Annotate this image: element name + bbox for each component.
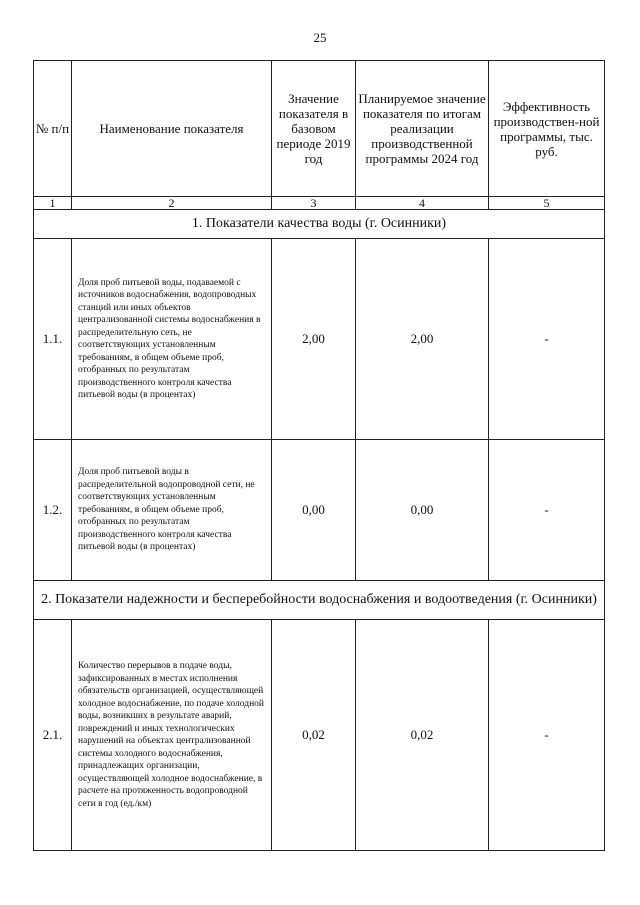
row-efficiency: - [489, 239, 605, 440]
header-efficiency: Эффективность производствен-ной программы, тыс. руб. [489, 61, 605, 197]
indicators-table [33, 60, 605, 851]
column-number: 2 [72, 197, 272, 210]
column-number: 1 [34, 197, 72, 210]
row-base-value: 0,02 [272, 620, 356, 851]
row-index: 1.2. [34, 440, 72, 581]
row-planned-value: 0,00 [356, 440, 489, 581]
row-base-value: 2,00 [272, 239, 356, 440]
row-planned-value: 0,02 [356, 620, 489, 851]
header-number: № п/п [34, 61, 72, 197]
row-efficiency: - [489, 440, 605, 581]
table-row [34, 620, 605, 851]
row-index: 2.1. [34, 620, 72, 851]
row-planned-value: 2,00 [356, 239, 489, 440]
column-number: 3 [272, 197, 356, 210]
section-row [34, 581, 605, 620]
row-indicator-name: Доля проб питьевой воды, подаваемой с источников водоснабжения, водопроводных станций или иных объектов централизованной системы водоснабжения в распределительную сеть, не соответствующих установленным требованиям, в общем объеме проб, отобранных по результатам производственного контроля качества питьевой воды (в процентах) [72, 239, 272, 440]
row-efficiency: - [489, 620, 605, 851]
table-row [34, 440, 605, 581]
row-indicator-name: Количество перерывов в подаче воды, зафиксированных в местах исполнения обязательств организацией, осуществляющей холодное водоснабжение, по подаче холодной воды, возникших в результате аварий, повреждений и иных технологических нарушений на объектах централизованной системы холодного водоснабжения, принадлежащих организации, осуществляющей холодное водоснабжение, в расчете на протяженность водопроводной сети в год (ед./км) [72, 620, 272, 851]
row-base-value: 0,00 [272, 440, 356, 581]
header-row [34, 61, 605, 197]
column-number: 4 [356, 197, 489, 210]
section-row [34, 210, 605, 239]
header-planned-value: Планируемое значение показателя по итогам реализации производственной программы 2024 год [356, 61, 489, 197]
section-title: 2. Показатели надежности и бесперебойности водоснабжения и водоотведения (г. Осинники) [34, 581, 605, 620]
header-indicator-name: Наименование показателя [72, 61, 272, 197]
header-base-value: Значение показателя в базовом периоде 2019 год [272, 61, 356, 197]
column-number-row [34, 197, 605, 210]
row-indicator-name: Доля проб питьевой воды в распределительной водопроводной сети, не соответствующих установленным требованиям, в общем объеме проб, отобранных по результатам производственного контроля качества питьевой воды (в процентах) [72, 440, 272, 581]
page-number: 25 [313, 30, 327, 45]
row-index: 1.1. [34, 239, 72, 440]
column-number: 5 [489, 197, 605, 210]
table-row [34, 239, 605, 440]
section-title: 1. Показатели качества воды (г. Осинники) [34, 210, 605, 239]
